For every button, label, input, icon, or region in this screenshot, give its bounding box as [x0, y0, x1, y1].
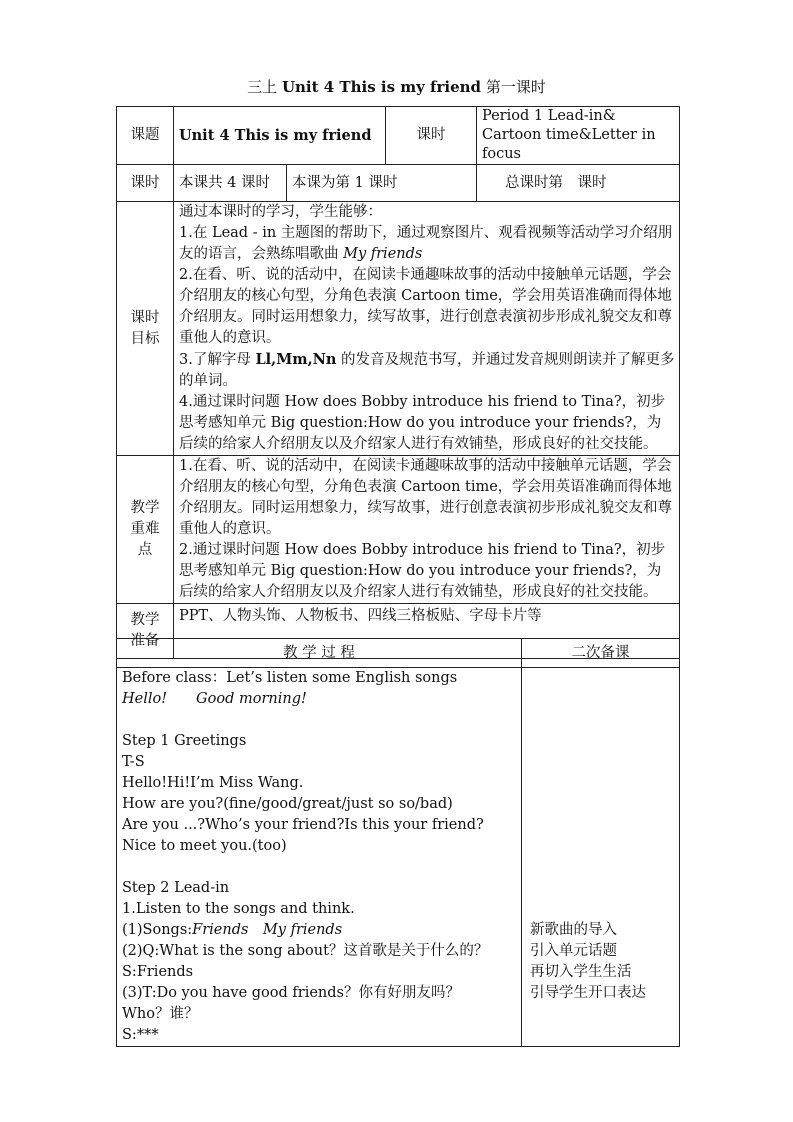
hours-row: [117, 165, 680, 202]
goal-2: 2.在看、听、说的活动中，在阅读卡通趣味故事的活动中接触单元话题，学会介绍朋友的核心句型，分角色表演 Cartoon time，学会用英语准确而得体地介绍朋友。同时运用想象力，续写故事，进行创意表演初步形成礼貌交友和尊重他人的意识。: [179, 267, 672, 346]
process-line: Before class：Let’s listen some English songs: [122, 670, 458, 686]
topic-value: Unit 4 This is my friend: [174, 107, 386, 165]
hours-total: 本课共 4 课时: [174, 165, 287, 202]
process-line: Are you ...?Who’s your friend?Is this your friend?: [122, 817, 484, 833]
goal-4: 4.通过课时问题 How does Bobby introduce his friend to Tina?，初步思考感知单元 Big question:How do you introduce your friends?，为后续的给家人介绍朋友以及介绍家人进行有效铺垫，形成良好的社交技能。: [179, 394, 666, 452]
note-line: 新歌曲的导入: [530, 922, 617, 938]
process-content: [117, 668, 522, 1047]
notes-header: 二次备课: [522, 639, 680, 668]
goals-intro: 通过本课时的学习，学生能够：: [179, 204, 382, 220]
hours-label: 课时: [117, 165, 174, 202]
process-line: Who？谁？: [122, 1006, 199, 1022]
hours-current: 本课为第 1 课时: [287, 165, 477, 202]
step-2-heading: Step 2 Lead-in: [122, 880, 230, 896]
goals-content: [174, 202, 680, 456]
process-header: 教 学 过 程: [117, 639, 522, 668]
lesson-info-table: [116, 106, 680, 659]
title-unit: Unit 4 This is my friend: [281, 78, 482, 96]
process-line: (1)Songs:Friends My friends: [122, 922, 343, 938]
prep-label: 教学 准备: [117, 604, 174, 659]
key-points-label: 教学 重难 点: [117, 456, 174, 604]
goals-row: [117, 202, 680, 456]
goal-3: 3.了解字母 Ll,Mm,Nn 的发音及规范书写，并通过发音规则朗读并了解更多的单词。: [179, 351, 675, 389]
goal-1: 1.在 Lead - in 主题图的帮助下，通过观察图片、观看视频等活动学习介绍朋友的语言，会熟练唱歌曲 My friends: [179, 225, 673, 262]
topic-row: [117, 107, 680, 165]
period-line-2: Cartoon time&Letter in focus: [482, 127, 656, 162]
process-body-row: [117, 668, 680, 1047]
key-point-2: 2.通过课时问题 How does Bobby introduce his friend to Tina?，初步思考感知单元 Big question:How do you introduce your friends?，为后续的给家人介绍朋友以及介绍家人进行有效铺垫，形成良好的社交技能。: [179, 542, 666, 600]
period-line-1: Period 1 Lead-in&: [482, 108, 616, 124]
note-line: 引入单元话题: [530, 943, 617, 959]
document-title: [0, 76, 793, 97]
process-line: Hello! Good morning!: [122, 691, 307, 707]
title-suffix: 第一课时: [481, 78, 546, 96]
prep-content: PPT、人物头饰、人物板书、四线三格板贴、字母卡片等: [174, 604, 680, 659]
hours-overall: 总课时第 课时: [477, 165, 680, 202]
process-line: 1.Listen to the songs and think.: [122, 901, 355, 917]
process-line: (2)Q:What is the song about？这首歌是关于什么的？: [122, 943, 489, 959]
note-line: 再切入学生生活: [530, 964, 632, 980]
period-value: [477, 107, 680, 165]
title-prefix: 三上: [247, 78, 282, 96]
process-line: T-S: [122, 754, 145, 770]
process-line: S:Friends: [122, 964, 194, 980]
key-point-1: 1.在看、听、说的活动中，在阅读卡通趣味故事的活动中接触单元话题，学会介绍朋友的核心句型，分角色表演 Cartoon time，学会用英语准确而得体地介绍朋友。同时运用想象力，续写故事，进行创意表演初步形成礼貌交友和尊重他人的意识。: [179, 458, 672, 537]
notes-content: [522, 668, 680, 1047]
process-line: S:***: [122, 1027, 159, 1043]
process-line: (3)T:Do you have good friends？你有好朋友吗？: [122, 985, 460, 1001]
period-label: 课时: [386, 107, 477, 165]
key-points-content: [174, 456, 680, 604]
topic-label: 课题: [117, 107, 174, 165]
process-table: [116, 638, 680, 1047]
goals-label: 课时 目标: [117, 202, 174, 456]
note-line: 引导学生开口表达: [530, 985, 646, 1001]
process-line: Hello!Hi!I’m Miss Wang.: [122, 775, 304, 791]
process-header-row: [117, 639, 680, 668]
process-line: How are you?(fine/good/great/just so so/bad): [122, 796, 453, 812]
process-line: Nice to meet you.(too): [122, 838, 287, 854]
key-points-row: [117, 456, 680, 604]
step-1-heading: Step 1 Greetings: [122, 733, 247, 749]
